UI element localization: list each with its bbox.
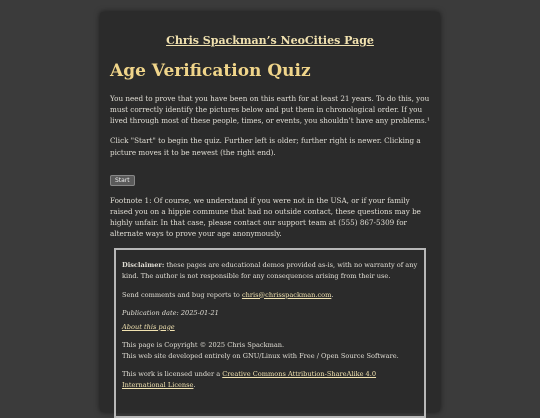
disclaimer-text: these pages are educational demos provided as-is, with no warranty of any kind. The author is not responsible for any consequences arising from their use. xyxy=(122,261,418,280)
disclaimer-label: Disclaimer: xyxy=(122,261,165,270)
about-page-link[interactable]: About this page xyxy=(122,322,175,331)
site-title-link[interactable]: Chris Spackman’s NeoCities Page xyxy=(166,34,374,47)
contact-line xyxy=(122,290,418,301)
license-suffix: . xyxy=(193,380,196,389)
contact-email-link[interactable]: chris@chrisspackman.com xyxy=(241,290,332,299)
contact-suffix: . xyxy=(331,290,334,299)
contact-prefix: Send comments and bug reports to xyxy=(122,290,242,299)
license-prefix: This work is licensed under a xyxy=(122,370,223,379)
copyright-block xyxy=(122,340,418,361)
instructions-paragraph: Click "Start" to begin the quiz. Further left is older; further right is newer. Clicking a picture moves it to be newest (the right end). xyxy=(110,136,421,157)
disclaimer xyxy=(122,260,418,281)
footnote-paragraph: Footnote 1: Of course, we understand if you were not in the USA, or if your family raised you on a hippie commune that had no outside contact, these questions may be highly unfair. In that case, please contact our support team at (555) 867-5309 for alternate ways to prove your age anonymously. xyxy=(110,195,421,239)
intro-paragraph: You need to prove that you have been on this earth for at least 21 years. To do this, you must correctly identify the pictures below and put them in chronological order. If you lived through most of these people, times, or events, you shouldn’t have any problems.¹ xyxy=(110,94,430,126)
license-line xyxy=(122,369,418,390)
start-button[interactable]: Start xyxy=(110,175,135,186)
page-title: Age Verification Quiz xyxy=(110,61,311,81)
about-line xyxy=(122,322,418,333)
license-link[interactable]: Creative Commons Attribution-ShareAlike 4.0 International License xyxy=(122,370,377,389)
developed-text: This web site developed entirely on GNU/Linux with Free / Open Source Software. xyxy=(122,351,399,360)
copyright-text: This page is Copyright © 2025 Chris Spackman. xyxy=(122,341,285,350)
page-container xyxy=(100,12,440,412)
footer-box xyxy=(114,248,426,418)
publication-date: Publication date: 2025-01-21 xyxy=(122,309,219,318)
